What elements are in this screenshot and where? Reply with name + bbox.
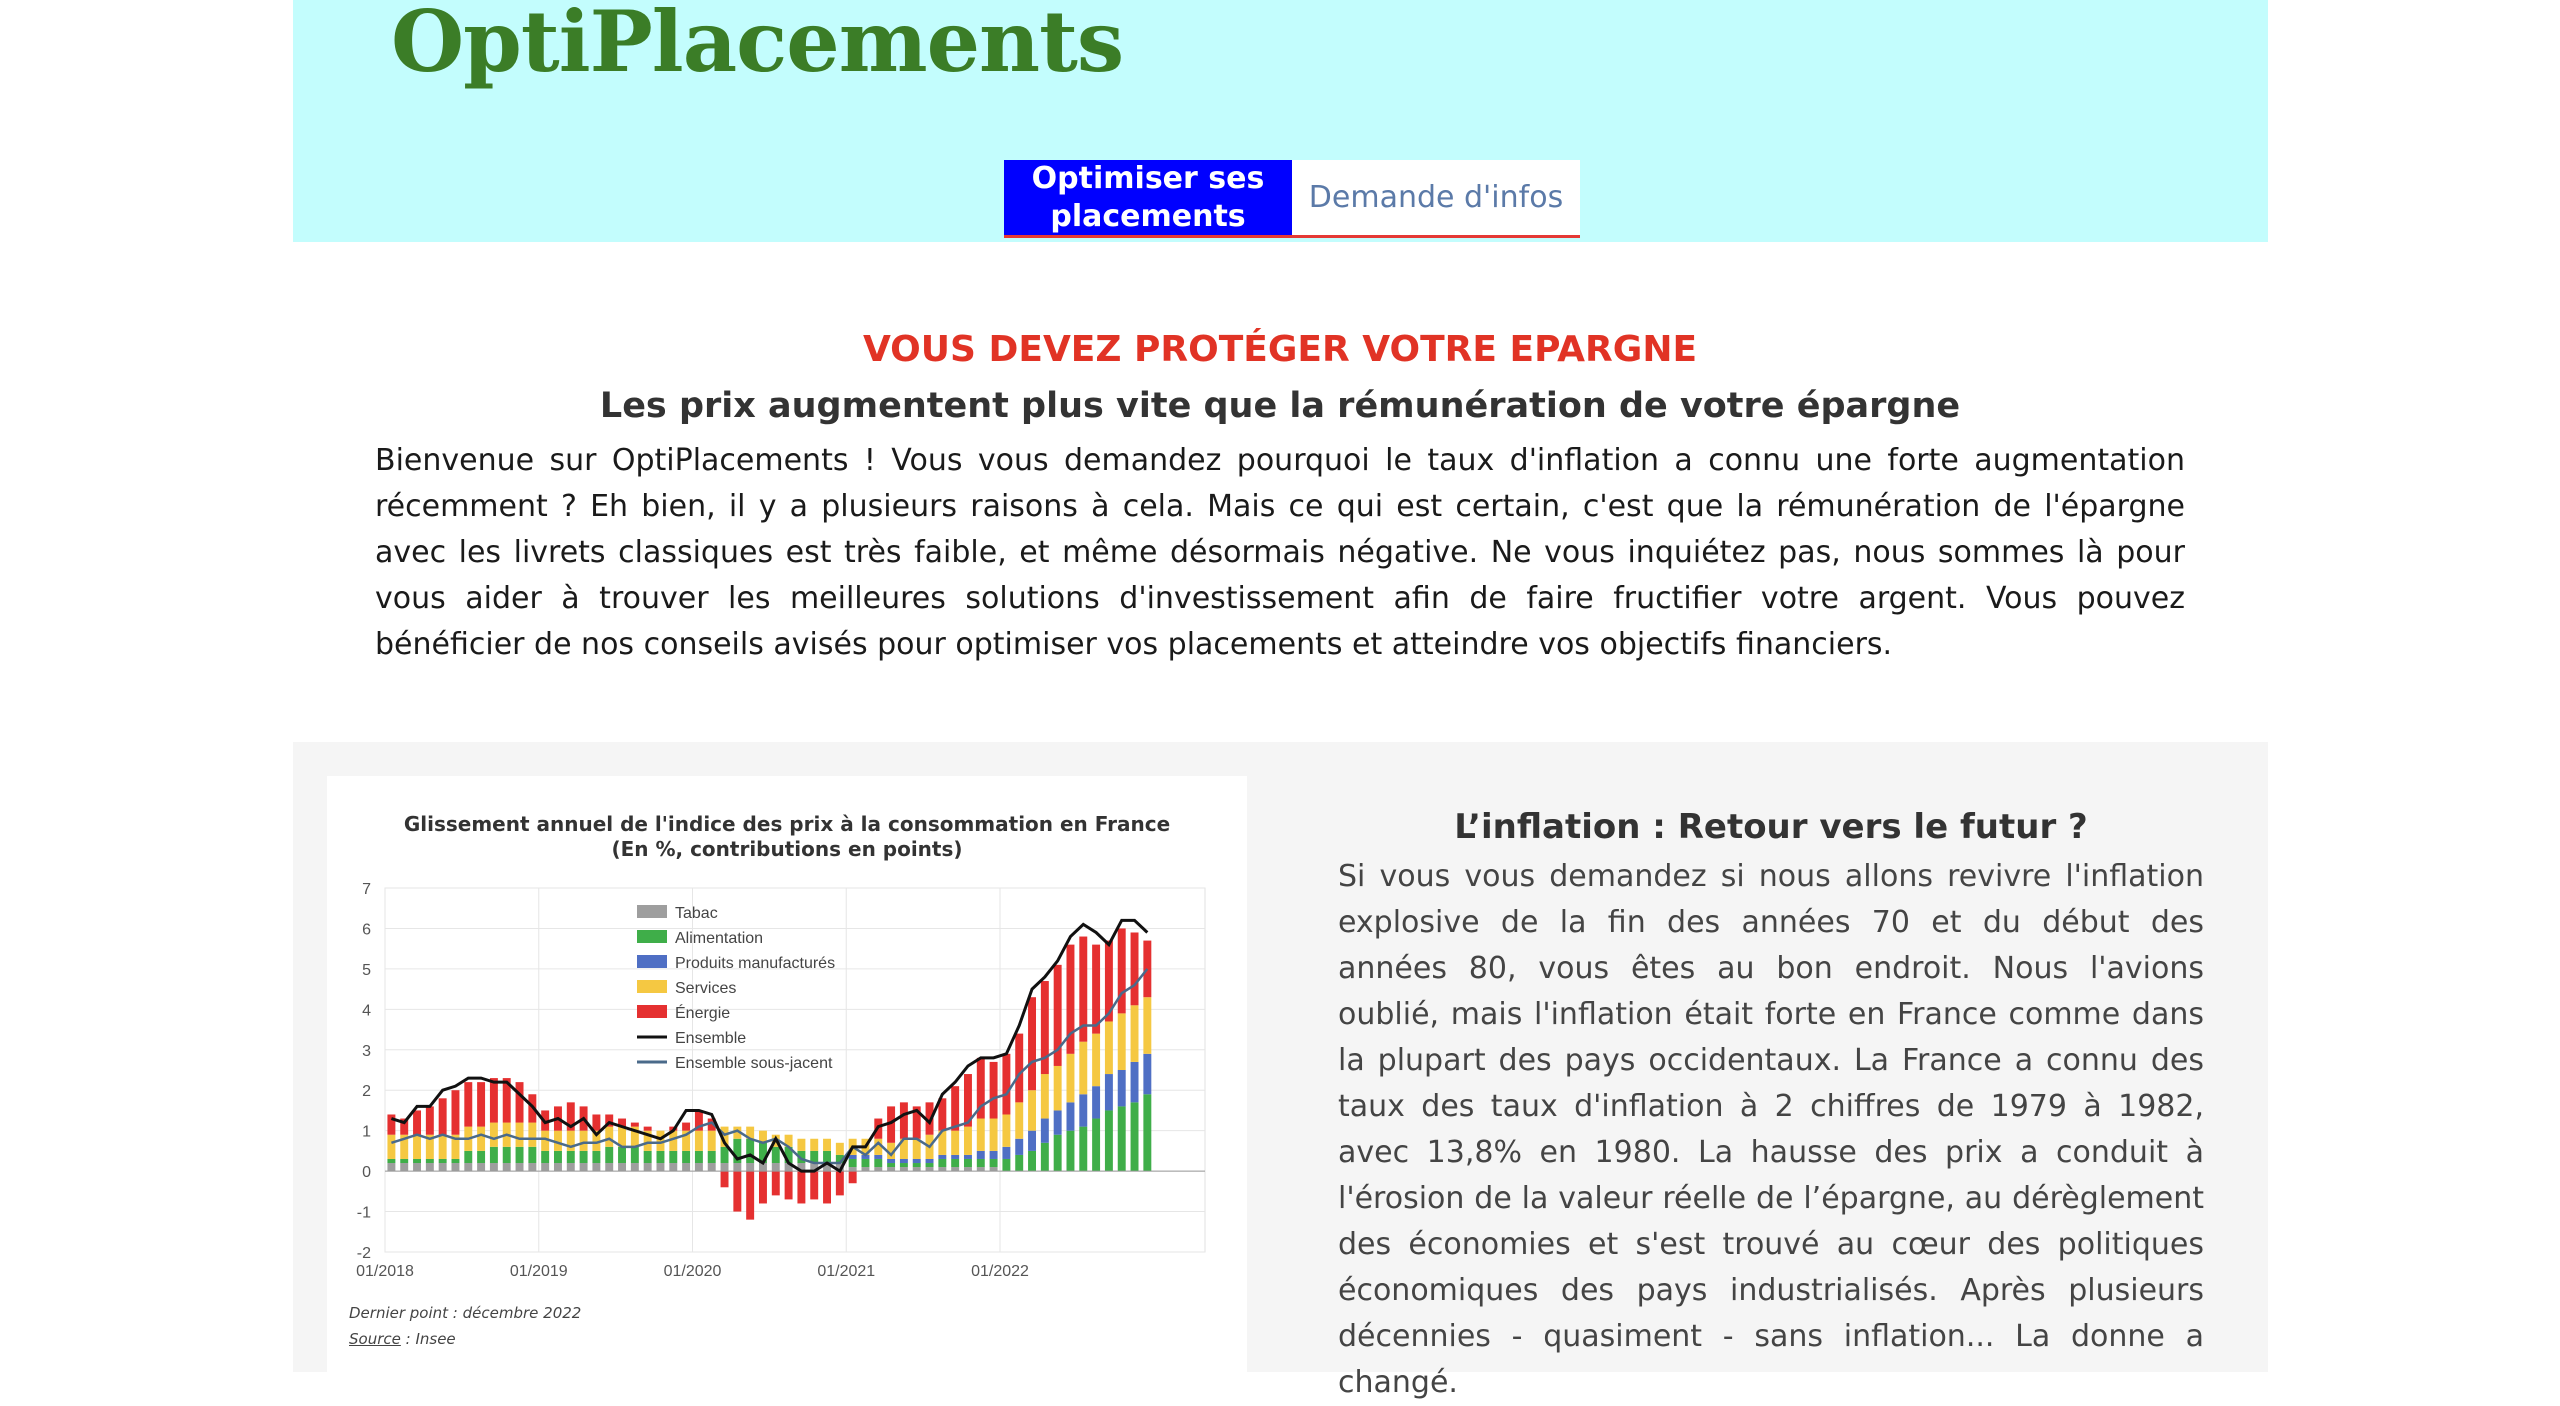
chart-bar-energie bbox=[1041, 981, 1049, 1074]
chart-bar-produits bbox=[1118, 1070, 1126, 1106]
chart-bar-tabac bbox=[861, 1167, 869, 1171]
chart-bar-energie bbox=[413, 1110, 421, 1134]
chart-bar-tabac bbox=[541, 1163, 549, 1171]
chart-bar-tabac bbox=[951, 1167, 959, 1171]
chart-bar-alimentation bbox=[592, 1151, 600, 1163]
chart-bar-energie bbox=[990, 1062, 998, 1119]
chart-bar-alimentation bbox=[618, 1147, 626, 1163]
chart-bar-services bbox=[823, 1139, 831, 1151]
chart-bar-energie bbox=[785, 1171, 793, 1199]
chart-bar-tabac bbox=[464, 1163, 472, 1171]
chart-source-label: Source bbox=[349, 1330, 401, 1348]
chart-bar-energie bbox=[746, 1171, 754, 1220]
chart-bar-alimentation bbox=[451, 1159, 459, 1163]
chart-bar-alimentation bbox=[567, 1151, 575, 1163]
chart-bar-produits bbox=[849, 1155, 857, 1159]
chart-bar-services bbox=[477, 1127, 485, 1151]
chart-bar-alimentation bbox=[682, 1151, 690, 1163]
chart-bar-produits bbox=[990, 1151, 998, 1159]
inflation-article bbox=[1338, 800, 2204, 1406]
chart-ytick-label: -1 bbox=[356, 1204, 371, 1222]
chart-bar-tabac bbox=[721, 1163, 729, 1171]
chart-bar-energie bbox=[1002, 1054, 1010, 1115]
chart-subtitle: (En %, contributions en points) bbox=[611, 837, 963, 861]
chart-bar-tabac bbox=[926, 1167, 934, 1171]
chart-bar-energie bbox=[1028, 997, 1036, 1090]
chart-bar-alimentation bbox=[1066, 1131, 1074, 1171]
chart-bar-produits bbox=[1079, 1094, 1087, 1126]
chart-canvas bbox=[327, 776, 1247, 1376]
chart-bar-alimentation bbox=[913, 1163, 921, 1167]
chart-bar-energie bbox=[1015, 1034, 1023, 1103]
chart-ytick-label: -2 bbox=[356, 1245, 371, 1262]
chart-bar-tabac bbox=[439, 1163, 447, 1171]
chart-bar-tabac bbox=[746, 1163, 754, 1171]
chart-ytick-label: 1 bbox=[362, 1123, 371, 1141]
chart-ytick-label: 7 bbox=[362, 881, 371, 898]
chart-legend-swatch-produits bbox=[637, 955, 667, 968]
chart-bar-services bbox=[1002, 1114, 1010, 1146]
inflation-paragraph: Si vous vous demandez si nous allons revivre l'inflation explosive de la fin des années 70 et du début des années 80, vous êtes au bon endroit. Nous l'avions oublié, mais l'inflation était forte en France comme dans la plupart des pays occidentaux. La France a connu des taux des taux d'inflation à 2 chiffres de 1979 à 1982, avec 13,8% en 1980. La hausse des prix a conduit à l'érosion de la valeur réelle de l’épargne, au dérèglement des économies et s'est trouvé au cœur des politiques économiques des pays industrialisés. Après plusieurs décennies - quasiment - sans inflation... La donne a changé. bbox=[1338, 859, 2204, 1400]
chart-bar-alimentation bbox=[746, 1139, 754, 1163]
chart-bar-alimentation bbox=[580, 1151, 588, 1163]
chart-bar-alimentation bbox=[1131, 1102, 1139, 1171]
chart-bar-produits bbox=[1105, 1074, 1113, 1110]
chart-bar-services bbox=[1066, 1054, 1074, 1103]
chart-bar-alimentation bbox=[400, 1159, 408, 1163]
chart-bar-alimentation bbox=[1002, 1159, 1010, 1171]
chart-bar-services bbox=[1131, 1005, 1139, 1062]
chart-bar-energie bbox=[682, 1123, 690, 1131]
chart-bar-alimentation bbox=[631, 1147, 639, 1163]
chart-bar-alimentation bbox=[528, 1147, 536, 1163]
chart-bar-produits bbox=[1028, 1131, 1036, 1151]
chart-bar-alimentation bbox=[695, 1151, 703, 1163]
chart-bar-services bbox=[439, 1135, 447, 1159]
chart-bar-alimentation bbox=[938, 1159, 946, 1167]
chart-bar-tabac bbox=[387, 1163, 395, 1171]
chart-bar-tabac bbox=[964, 1167, 972, 1171]
chart-bar-alimentation bbox=[1079, 1127, 1087, 1171]
chart-ytick-label: 4 bbox=[362, 1002, 371, 1020]
chart-bar-tabac bbox=[695, 1163, 703, 1171]
chart-bar-services bbox=[1079, 1042, 1087, 1095]
site-logo[interactable]: OptiPlacements bbox=[391, 0, 1124, 91]
chart-bar-alimentation bbox=[554, 1151, 562, 1163]
chart-title: Glissement annuel de l'indice des prix à la consommation en France bbox=[403, 812, 1171, 836]
chart-bar-energie bbox=[951, 1086, 959, 1130]
chart-bar-alimentation bbox=[541, 1151, 549, 1163]
chart-bar-produits bbox=[1092, 1086, 1100, 1118]
chart-bar-alimentation bbox=[951, 1159, 959, 1167]
chart-bar-services bbox=[836, 1143, 844, 1155]
chart-bar-services bbox=[797, 1139, 805, 1151]
chart-bar-alimentation bbox=[990, 1159, 998, 1167]
chart-bar-energie bbox=[592, 1114, 600, 1130]
chart-bar-energie bbox=[464, 1082, 472, 1126]
chart-bar-produits bbox=[977, 1151, 985, 1159]
chart-bar-tabac bbox=[669, 1163, 677, 1171]
chart-bar-alimentation bbox=[900, 1163, 908, 1167]
chart-ytick-label: 0 bbox=[362, 1164, 371, 1182]
chart-bar-services bbox=[516, 1123, 524, 1147]
chart-bar-tabac bbox=[580, 1163, 588, 1171]
chart-bar-energie bbox=[387, 1114, 395, 1134]
chart-legend-label-sous-jacent: Ensemble sous-jacent bbox=[675, 1055, 833, 1072]
chart-bar-services bbox=[1105, 1021, 1113, 1074]
chart-bar-tabac bbox=[631, 1163, 639, 1171]
chart-legend-swatch-tabac bbox=[637, 905, 667, 918]
chart-bar-alimentation bbox=[490, 1147, 498, 1163]
chart-legend-label-energie: Énergie bbox=[675, 1005, 731, 1022]
chart-bar-energie bbox=[516, 1082, 524, 1122]
chart-bar-tabac bbox=[426, 1163, 434, 1171]
chart-title-block bbox=[327, 812, 1247, 862]
chart-bar-services bbox=[977, 1119, 985, 1151]
chart-bar-tabac bbox=[849, 1167, 857, 1171]
chart-bar-produits bbox=[874, 1155, 882, 1159]
tab-optimiser-placements[interactable]: Optimiser ses placements bbox=[1004, 160, 1292, 238]
chart-bar-produits bbox=[964, 1155, 972, 1159]
chart-bar-tabac bbox=[400, 1163, 408, 1171]
chart-bar-tabac bbox=[644, 1163, 652, 1171]
chart-xtick-label: 01/2020 bbox=[663, 1263, 722, 1280]
chart-legend-swatch-alimentation bbox=[637, 930, 667, 943]
chart-bar-services bbox=[1015, 1102, 1023, 1138]
chart-bar-alimentation bbox=[772, 1147, 780, 1163]
chart-xtick-label: 01/2019 bbox=[509, 1263, 568, 1280]
chart-bar-energie bbox=[733, 1171, 741, 1211]
intro-paragraph: Bienvenue sur OptiPlacements ! Vous vous demandez pourquoi le taux d'inflation a connu une forte augmentation récemment ? Eh bien, il y a plusieurs raisons à cela. Mais ce qui est certain, c'est que la rémunération de l'épargne avec les livrets classiques est très faible, et même désormais négative. Ne vous inquiétez pas, nous sommes là pour vous aider à trouver les meilleures solutions d'investissement afin de faire fructifier votre argent. Vous pouvez bénéficier de nos conseils avisés pour optimiser vos placements et atteindre vos objectifs financiers. bbox=[375, 443, 2185, 662]
chart-bar-alimentation bbox=[656, 1151, 664, 1163]
chart-bar-tabac bbox=[503, 1163, 511, 1171]
chart-bar-tabac bbox=[887, 1167, 895, 1171]
chart-bar-alimentation bbox=[605, 1147, 613, 1163]
chart-bar-tabac bbox=[516, 1163, 524, 1171]
chart-bar-alimentation bbox=[861, 1159, 869, 1167]
chart-bar-services bbox=[810, 1139, 818, 1151]
chart-bar-produits bbox=[900, 1159, 908, 1163]
chart-bar-alimentation bbox=[669, 1151, 677, 1163]
chart-bar-alimentation bbox=[1143, 1094, 1151, 1171]
chart-bar-services bbox=[951, 1131, 959, 1155]
chart-bar-produits bbox=[1041, 1119, 1049, 1143]
chart-bar-services bbox=[1118, 1013, 1126, 1070]
chart-bar-energie bbox=[810, 1171, 818, 1199]
chart-bar-tabac bbox=[900, 1167, 908, 1171]
chart-bar-tabac bbox=[490, 1163, 498, 1171]
chart-bar-services bbox=[528, 1123, 536, 1147]
inflation-chart bbox=[327, 776, 1247, 1376]
chart-bar-produits bbox=[1002, 1147, 1010, 1159]
chart-bar-services bbox=[1028, 1090, 1036, 1130]
chart-bar-services bbox=[695, 1131, 703, 1151]
tab-demande-infos[interactable]: Demande d'infos bbox=[1292, 160, 1580, 238]
chart-bar-tabac bbox=[528, 1163, 536, 1171]
chart-ytick-label: 6 bbox=[362, 921, 371, 939]
chart-bar-alimentation bbox=[977, 1159, 985, 1167]
chart-xtick-label: 01/2022 bbox=[971, 1263, 1029, 1280]
chart-bar-tabac bbox=[772, 1163, 780, 1171]
chart-ytick-label: 5 bbox=[362, 961, 371, 979]
chart-bar-alimentation bbox=[387, 1159, 395, 1163]
chart-legend-label-produits: Produits manufacturés bbox=[675, 955, 836, 972]
chart-xtick-label: 01/2018 bbox=[356, 1263, 414, 1280]
chart-bar-tabac bbox=[618, 1163, 626, 1171]
chart-xtick-label: 01/2021 bbox=[817, 1263, 876, 1280]
chart-bar-services bbox=[413, 1135, 421, 1159]
chart-bar-produits bbox=[938, 1155, 946, 1159]
site-header bbox=[293, 0, 2268, 242]
chart-bar-energie bbox=[426, 1106, 434, 1134]
chart-bar-energie bbox=[823, 1171, 831, 1203]
chart-legend-label-services: Services bbox=[675, 980, 737, 997]
chart-bar-tabac bbox=[938, 1167, 946, 1171]
chart-legend-label-alimentation: Alimentation bbox=[675, 930, 764, 947]
chart-bar-tabac bbox=[733, 1163, 741, 1171]
chart-bar-alimentation bbox=[1028, 1151, 1036, 1171]
chart-bar-services bbox=[490, 1123, 498, 1147]
chart-bar-alimentation bbox=[516, 1147, 524, 1163]
chart-bar-alimentation bbox=[1041, 1143, 1049, 1171]
chart-ytick-label: 2 bbox=[362, 1083, 371, 1101]
chart-bar-services bbox=[964, 1127, 972, 1155]
chart-bar-produits bbox=[951, 1155, 959, 1159]
chart-bar-produits bbox=[1131, 1062, 1139, 1102]
chart-bar-alimentation bbox=[823, 1151, 831, 1163]
chart-bar-produits bbox=[1015, 1139, 1023, 1155]
chart-bar-energie bbox=[631, 1123, 639, 1127]
chart-bar-tabac bbox=[605, 1163, 613, 1171]
chart-bar-alimentation bbox=[413, 1159, 421, 1163]
chart-bar-produits bbox=[913, 1159, 921, 1163]
intro-subheadline: Les prix augmentent plus vite que la rémunération de votre épargne bbox=[599, 386, 1961, 426]
chart-bar-alimentation bbox=[503, 1147, 511, 1163]
chart-bar-alimentation bbox=[439, 1159, 447, 1163]
chart-bar-energie bbox=[477, 1082, 485, 1126]
chart-bar-services bbox=[1143, 997, 1151, 1054]
chart-bar-alimentation bbox=[1118, 1106, 1126, 1171]
chart-bar-produits bbox=[1066, 1102, 1074, 1130]
chart-source-value: : Insee bbox=[400, 1330, 456, 1348]
chart-ytick-label: 3 bbox=[362, 1042, 371, 1060]
chart-bar-alimentation bbox=[964, 1159, 972, 1167]
chart-bar-alimentation bbox=[926, 1163, 934, 1167]
chart-bar-tabac bbox=[990, 1167, 998, 1171]
chart-bar-alimentation bbox=[477, 1151, 485, 1163]
chart-footnote-point: Dernier point : décembre 2022 bbox=[349, 1304, 582, 1322]
chart-bar-alimentation bbox=[1092, 1119, 1100, 1172]
chart-bar-services bbox=[605, 1127, 613, 1147]
chart-legend-swatch-energie bbox=[637, 1005, 667, 1018]
chart-bar-tabac bbox=[656, 1163, 664, 1171]
chart-bar-tabac bbox=[554, 1163, 562, 1171]
chart-bar-alimentation bbox=[426, 1159, 434, 1163]
inflation-panel bbox=[293, 742, 2268, 1400]
chart-bar-energie bbox=[490, 1078, 498, 1122]
chart-bar-tabac bbox=[682, 1163, 690, 1171]
chart-bar-services bbox=[990, 1119, 998, 1151]
chart-bar-energie bbox=[797, 1171, 805, 1203]
chart-bar-tabac bbox=[708, 1163, 716, 1171]
chart-bar-energie bbox=[439, 1098, 447, 1134]
chart-bar-produits bbox=[926, 1159, 934, 1163]
chart-bar-energie bbox=[721, 1171, 729, 1187]
chart-legend-label-ensemble: Ensemble bbox=[675, 1030, 747, 1047]
chart-bar-produits bbox=[887, 1159, 895, 1163]
chart-bar-services bbox=[1054, 1066, 1062, 1110]
intro-headline: VOUS DEVEZ PROTÉGER VOTRE EPARGNE bbox=[862, 329, 1698, 370]
chart-bar-tabac bbox=[413, 1163, 421, 1171]
intro-section bbox=[375, 320, 2185, 668]
chart-bar-tabac bbox=[977, 1167, 985, 1171]
chart-bar-energie bbox=[849, 1171, 857, 1183]
chart-bar-energie bbox=[1092, 945, 1100, 1034]
chart-bar-alimentation bbox=[887, 1163, 895, 1167]
chart-legend-swatch-services bbox=[637, 980, 667, 993]
chart-bar-energie bbox=[759, 1171, 767, 1203]
chart-bar-energie bbox=[1118, 928, 1126, 1013]
chart-bar-alimentation bbox=[849, 1159, 857, 1167]
chart-bar-alimentation bbox=[874, 1159, 882, 1167]
chart-footnote-source bbox=[349, 1330, 456, 1348]
chart-bar-services bbox=[580, 1131, 588, 1151]
chart-bar-energie bbox=[836, 1171, 844, 1195]
chart-bar-alimentation bbox=[464, 1151, 472, 1163]
chart-bar-tabac bbox=[874, 1167, 882, 1171]
chart-legend-label-tabac: Tabac bbox=[675, 905, 718, 922]
chart-bar-energie bbox=[772, 1171, 780, 1195]
chart-bar-tabac bbox=[567, 1163, 575, 1171]
chart-bar-services bbox=[708, 1131, 716, 1151]
chart-bar-tabac bbox=[592, 1163, 600, 1171]
chart-bar-energie bbox=[1131, 932, 1139, 1005]
chart-bar-tabac bbox=[477, 1163, 485, 1171]
chart-bar-alimentation bbox=[708, 1151, 716, 1163]
chart-bar-alimentation bbox=[644, 1151, 652, 1163]
chart-bar-alimentation bbox=[721, 1147, 729, 1163]
inflation-heading: L’inflation : Retour vers le futur ? bbox=[1454, 807, 2088, 847]
chart-bar-energie bbox=[644, 1127, 652, 1131]
chart-bar-energie bbox=[451, 1090, 459, 1134]
chart-bar-tabac bbox=[451, 1163, 459, 1171]
chart-bar-produits bbox=[1054, 1110, 1062, 1134]
chart-bar-services bbox=[1092, 1034, 1100, 1087]
chart-bar-alimentation bbox=[1054, 1135, 1062, 1171]
chart-bar-services bbox=[387, 1135, 395, 1159]
chart-bar-energie bbox=[900, 1102, 908, 1138]
chart-bar-produits bbox=[1143, 1054, 1151, 1094]
chart-bar-services bbox=[1041, 1074, 1049, 1118]
chart-bar-alimentation bbox=[1105, 1110, 1113, 1171]
chart-bar-tabac bbox=[913, 1167, 921, 1171]
chart-bar-alimentation bbox=[1015, 1155, 1023, 1171]
